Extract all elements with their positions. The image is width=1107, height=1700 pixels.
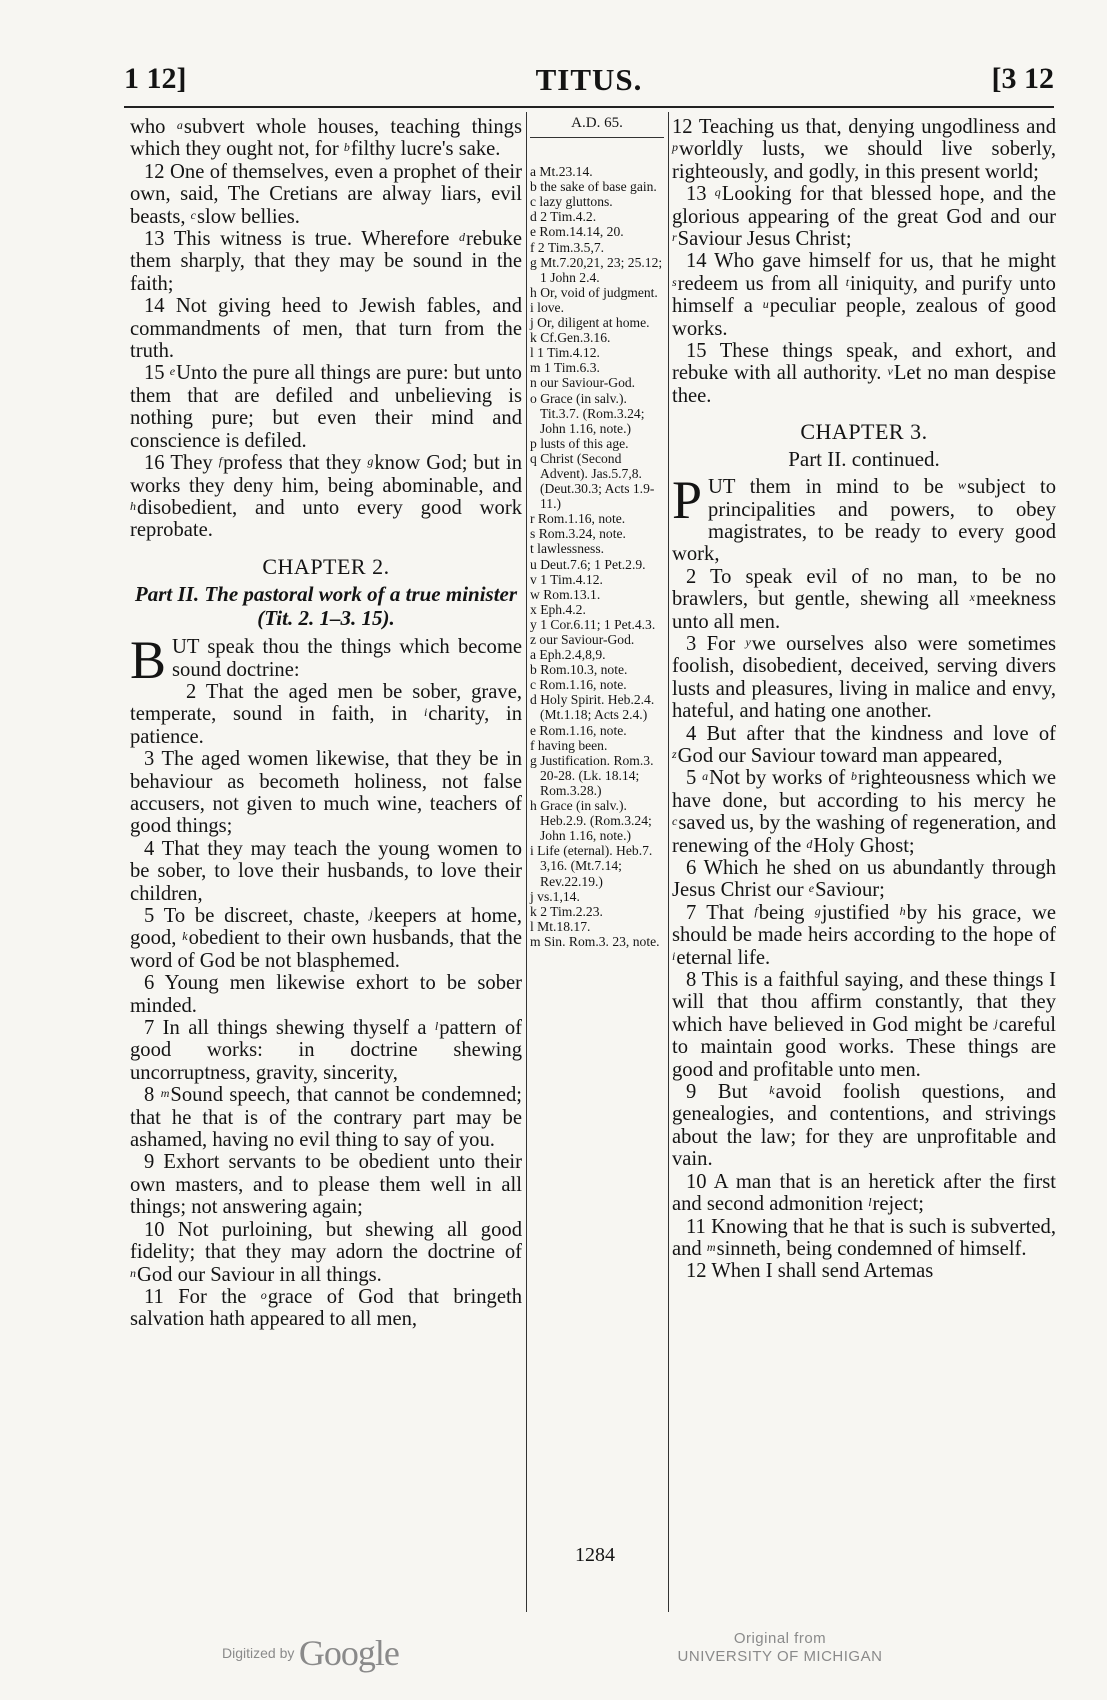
margin-note: f 2 Tim.3.5,7. (530, 239, 605, 255)
verse (130, 630, 522, 691)
verse (130, 1084, 522, 1151)
margin-note: h Grace (in salv.). Heb.2.9. (Rom.3.24; John 1.16, note.) (530, 798, 652, 844)
verse (130, 748, 522, 838)
verse (130, 838, 522, 905)
drop-cap: B (130, 630, 167, 691)
margin-note: b the sake of base gain. (530, 179, 657, 195)
margin-note: k 2 Tim.2.23. (530, 903, 603, 919)
verse-text: by his grace, we should be made heirs according to the hope of (672, 901, 1056, 947)
margin-note: m Sin. Rom.3. 23, note. (530, 933, 660, 949)
verse-text: Unto the pure all things are pure: but unto them that are defiled and unbelieving is nothing pure; but even their mind and conscience is defiled. (130, 362, 522, 452)
verse-text: rebuke them sharply, that they may be sound in the faith; (130, 228, 522, 295)
verse (672, 1171, 1056, 1216)
verse-text: keepers at home, good, (130, 905, 522, 950)
verse-text: slow bellies. (196, 205, 300, 228)
column-divider-right (668, 112, 669, 1612)
reference-mark: p (672, 140, 678, 155)
verse (130, 295, 522, 362)
verse-text: 8 This is a faithful saying, and these things I will that thou affirm constantly, that they which have believed in God might be (672, 969, 1056, 1036)
verse-text: disobedient, and unto every good work reprobate. (130, 496, 522, 542)
verse-text: careful to maintain good works. These things are good and profitable unto men. (672, 1013, 1056, 1081)
verse (672, 1260, 1056, 1282)
verse-text: 7 That (686, 901, 755, 924)
reference-mark: m (706, 1239, 716, 1254)
original-from-label: Original from (733, 1630, 827, 1647)
reference-mark: f (218, 454, 223, 469)
margin-note: c Rom.1.16, note. (530, 677, 627, 693)
reference-mark: k (182, 929, 188, 944)
reference-mark: g (814, 903, 821, 918)
verse-text: Saviour Jesus Christ; (677, 228, 852, 251)
verse-text: Not by works of (709, 767, 852, 790)
margin-note: x Eph.4.2. (530, 601, 586, 617)
header-reference-left: 1 12] (124, 62, 187, 95)
reference-mark: n (130, 1265, 136, 1280)
verse-text: 15 (144, 362, 170, 385)
verse (130, 116, 522, 161)
margin-notes-column (530, 116, 664, 949)
reference-mark: y (745, 634, 751, 649)
verse-text: 10 Not purloining, but shewing all good fidelity; that they may adorn the doctrine of (130, 1218, 522, 1264)
verse-text: meekness unto all men. (672, 588, 1056, 633)
verse-text: saved us, by the washing of regeneration, and renewing of the (672, 812, 1056, 857)
margin-note: b Rom.10.3, note. (530, 662, 628, 678)
verse-text: 11 For the (144, 1285, 261, 1308)
reference-mark: i (423, 705, 428, 720)
margin-note: g Justification. Rom.3. 20-28. (Lk. 18.14; Rom.3.28.) (530, 752, 654, 798)
margin-note: h Or, void of judgment. (530, 284, 658, 300)
verse-text: 13 (686, 183, 715, 206)
verse (130, 1151, 522, 1218)
verse-text: sinneth, being condemned of himself. (716, 1237, 1027, 1260)
margin-note: n our Saviour-God. (530, 375, 636, 391)
margin-note: e Rom.1.16, note. (530, 722, 627, 738)
verse-text: 12 When I shall send Artemas (686, 1260, 934, 1283)
margin-note: a Eph.2.4,8,9. (530, 647, 606, 663)
reference-mark: l (434, 1019, 439, 1034)
reference-mark: m (160, 1086, 170, 1101)
reference-mark: c (672, 814, 678, 829)
verse (130, 161, 522, 228)
reference-mark: t (845, 274, 850, 289)
verse (672, 723, 1056, 768)
margin-note: m 1 Tim.6.3. (530, 360, 600, 376)
verse-text: subvert whole houses, teaching things which they ought not, for (130, 116, 522, 161)
verse-text: justified (821, 901, 900, 924)
reference-mark: v (887, 364, 893, 379)
verse (672, 767, 1056, 857)
verse (130, 1219, 522, 1286)
column-divider-left (526, 112, 527, 1612)
digitized-by-google (222, 1632, 399, 1674)
header-reference-right: [3 12 (991, 62, 1054, 95)
verse-text: know God; but in works they deny him, being abominable, and (130, 452, 523, 497)
chapter-2-part-heading: Part II. The pastoral work of a true minister (Tit. 2. 1–3. 15). (134, 582, 518, 631)
reference-mark: w (957, 478, 966, 493)
margin-note: d 2 Tim.4.2. (530, 209, 597, 225)
verse-text: iniquity, and purify unto himself a (672, 272, 1056, 318)
verse-text: charity, in patience. (130, 703, 522, 748)
verse-text: subject to principalities and powers, to obey magistrates, to be ready to every good work, (672, 476, 1056, 566)
verse (130, 452, 522, 542)
margin-note: d Holy Spirit. Heb.2.4. (Mt.1.18; Acts 2.4.) (530, 692, 655, 723)
reference-mark: b (851, 769, 858, 784)
verse-text: 6 Which he shed on us abundantly through Jesus Christ our (672, 857, 1056, 902)
reference-mark: q (714, 185, 721, 200)
google-logo: Google (298, 1633, 399, 1673)
verse-text: Let no man despise thee. (672, 362, 1056, 407)
margin-note: z our Saviour-God. (530, 632, 635, 647)
margin-era: A.D. 65. (530, 116, 664, 138)
reference-mark: d (458, 230, 465, 245)
margin-note: j vs.1,14. (530, 888, 580, 904)
drop-cap: P (672, 470, 703, 531)
verse-text: 14 Not giving heed to Jewish fables, and commandments of men, that turn from the truth. (130, 295, 522, 363)
header-rule (124, 106, 1054, 108)
reference-mark: o (260, 1287, 267, 1302)
verse (672, 902, 1056, 969)
verse-text: worldly lusts, we should live soberly, righteously, and godly, in this present world; (672, 138, 1056, 183)
chapter-3-part-heading: Part II. continued. (788, 446, 940, 471)
reference-mark: l (868, 1195, 872, 1210)
verse-text: 6 Young men likewise exhort to be sober minded. (130, 972, 522, 1017)
verse (672, 116, 1056, 183)
margin-note: v 1 Tim.4.12. (530, 571, 603, 587)
verse-text: God our Saviour toward man appeared, (677, 744, 1003, 767)
verse-text: Saviour; (815, 879, 885, 902)
verse (130, 362, 522, 452)
verse (672, 1081, 1056, 1171)
verse (130, 681, 522, 748)
verse (130, 1286, 522, 1331)
verse (672, 633, 1056, 723)
verse-text: 3 For (686, 632, 746, 655)
verse-text: 16 They (144, 452, 219, 475)
margin-note: a Mt.23.14. (530, 164, 593, 180)
verse (130, 972, 522, 1017)
page-number: 1284 (575, 1544, 615, 1566)
margin-note: u Deut.7.6; 1 Pet.2.9. (530, 556, 646, 572)
left-chapter2-verses (130, 630, 522, 1331)
reference-mark: h (130, 498, 136, 513)
verse-text: 12 Teaching us that, denying ungodliness and (672, 116, 1056, 138)
margin-note: y 1 Cor.6.11; 1 Pet.4.3. (530, 616, 656, 632)
margin-note: s Rom.3.24, note. (530, 526, 626, 542)
verse-text: 13 This witness is true. Wherefore (144, 228, 459, 251)
verse (672, 250, 1056, 340)
margin-note: c lazy gluttons. (530, 194, 613, 210)
verse-text: 4 That they may teach the young women to be sober, to love their husbands, to love their children, (130, 837, 522, 905)
verse (672, 857, 1056, 902)
verse-text: 4 But after that the kindness and love of (686, 722, 1056, 745)
margin-note: i Life (eternal). Heb.7. 3,16. (Mt.7.14; Rev.22.19.) (530, 843, 653, 889)
margin-notes-list (530, 164, 664, 949)
reference-mark: c (190, 207, 196, 222)
verse-text: 12 One of themselves, even a prophet of their own, said, The Cretians are alway liars, evil beasts, (130, 160, 522, 228)
reference-mark: j (369, 907, 373, 921)
reference-mark: z (672, 746, 677, 761)
verse-text: who (130, 116, 177, 138)
verse-text: 3 The aged women likewise, that they be in behaviour as becometh holiness, not false accusers, not given to much wine, teachers of good things; (130, 748, 522, 838)
verse-text: grace of God that bringeth salvation hath appeared to all men, (130, 1285, 522, 1331)
reference-mark: j (994, 1015, 998, 1030)
margin-note: l Mt.18.17. (530, 918, 591, 934)
reference-mark: h (899, 903, 906, 918)
verse-text: 14 Who gave himself for us, that he might (686, 250, 1056, 273)
reference-mark: g (367, 454, 374, 469)
margin-note: e Rom.14.14, 20. (530, 224, 624, 240)
verse-text: obedient to their own husbands, that the word of God be not blasphemed. (130, 927, 522, 972)
margin-note: k Cf.Gen.3.16. (530, 330, 611, 346)
left-chapter1-verses (130, 116, 522, 542)
verse-text: profess that they (223, 452, 368, 475)
digitized-label: Digitized by (222, 1645, 295, 1661)
verse (672, 1216, 1056, 1261)
verse-text: UT speak thou the things which become sound doctrine: (172, 636, 522, 681)
chapter-3-heading: CHAPTER 3. (800, 419, 928, 445)
right-text-column (672, 116, 1056, 1283)
reference-mark: a (702, 769, 709, 784)
reference-mark: b (343, 140, 350, 155)
verse (672, 470, 1056, 566)
reference-mark: x (969, 590, 975, 605)
verse-text: Sound speech, that cannot be condemned; that he that is of the contrary part may be ashamed, having no evil thing to say of you. (130, 1084, 522, 1152)
verse-text: 2 To speak evil of no man, to be no brawlers, but gentle, shewing all (672, 565, 1056, 611)
verse-text: being (758, 901, 815, 924)
verse-text: 7 In all things shewing thyself a (144, 1017, 435, 1040)
verse-text: Holy Ghost; (813, 834, 915, 857)
verse (130, 1017, 522, 1084)
verse-text: 9 But (686, 1081, 770, 1104)
source-attribution (660, 1630, 900, 1666)
reference-mark: s (672, 274, 677, 289)
reference-mark: a (176, 118, 183, 132)
verse-text: pattern of good works: in doctrine shewing uncorruptness, gravity, sincerity, (130, 1017, 522, 1084)
right-chapter2-verses (672, 116, 1056, 407)
margin-note: i love. (530, 299, 564, 315)
margin-note: t lawlessness. (530, 541, 605, 557)
reference-mark: f (754, 903, 758, 918)
verse-text: peculiar people, zealous of good works. (672, 295, 1056, 340)
chapter-2-heading: CHAPTER 2. (262, 553, 390, 579)
verse (130, 905, 522, 972)
header-book-title: TITUS. (535, 62, 643, 97)
margin-note: r Rom.1.16, note. (530, 511, 626, 527)
verse (672, 566, 1056, 633)
verse-text: reject; (872, 1193, 924, 1216)
margin-note: g Mt.7.20,21, 23; 25.12; 1 John 2.4. (530, 254, 663, 285)
reference-mark: k (769, 1083, 775, 1098)
verse (672, 340, 1056, 407)
left-text-column (130, 116, 522, 1331)
verse-text: 10 A man that is an heretick after the first and second admonition (672, 1170, 1056, 1216)
page-header (124, 62, 1054, 102)
verse-text: UT them in mind to be (708, 476, 958, 499)
verse-text: 8 (144, 1084, 161, 1107)
verse-text: 5 To be discreet, chaste, (144, 905, 370, 927)
verse-text: God our Saviour in all things. (137, 1263, 382, 1286)
verse-text: avoid foolish questions, and genealogies, and contentions, and strivings about the law; for they are unprofitable and vain. (672, 1081, 1056, 1171)
verse (672, 969, 1056, 1081)
reference-mark: d (806, 836, 813, 851)
verse-text: we ourselves also were sometimes foolish, disobedient, deceived, serving divers lusts and pleasures, living in malice and envy, hateful, and hating one another. (672, 632, 1056, 723)
reference-mark: i (672, 948, 676, 963)
verse-text: 9 Exhort servants to be obedient unto their own masters, and to please them well in all things; not answering again; (130, 1151, 522, 1219)
margin-note: o Grace (in salv.). Tit.3.7. (Rom.3.24; John 1.16, note.) (530, 390, 645, 436)
margin-note: l 1 Tim.4.12. (530, 345, 600, 361)
verse-text: filthy lucre's sake. (350, 138, 501, 161)
verse-text: 5 (686, 767, 703, 790)
margin-note: p lusts of this age. (530, 435, 629, 451)
verse-text: 11 Knowing that he that is such is subverted, and (672, 1215, 1056, 1260)
right-chapter3-verses (672, 470, 1056, 1283)
source-institution: UNIVERSITY OF MICHIGAN (677, 1648, 883, 1665)
verse-text: redeem us from all (677, 272, 846, 295)
reference-mark: e (169, 364, 176, 379)
margin-note: j Or, diligent at home. (530, 315, 650, 331)
verse-text: Looking for that blessed hope, and the glorious appearing of the great God and our (672, 183, 1056, 228)
reference-mark: u (762, 297, 769, 312)
verse (130, 228, 522, 295)
verse-text: eternal life. (676, 946, 771, 969)
verse (672, 183, 1056, 250)
margin-note: q Christ (Second Advent). Jas.5.7,8. (Deut.30.3; Acts 1.9-11.) (530, 450, 655, 512)
verse-text: righteousness which we have done, but according to his mercy he (672, 767, 1056, 812)
verse-text: 2 That the aged men be sober, grave, temperate, sound in faith, in (130, 680, 522, 726)
verse-text: 15 These things speak, and exhort, and rebuke with all authority. (672, 340, 1056, 385)
margin-note: w Rom.13.1. (530, 586, 601, 602)
reference-mark: r (672, 230, 677, 245)
margin-note: f having been. (530, 737, 608, 753)
reference-mark: e (808, 881, 815, 896)
